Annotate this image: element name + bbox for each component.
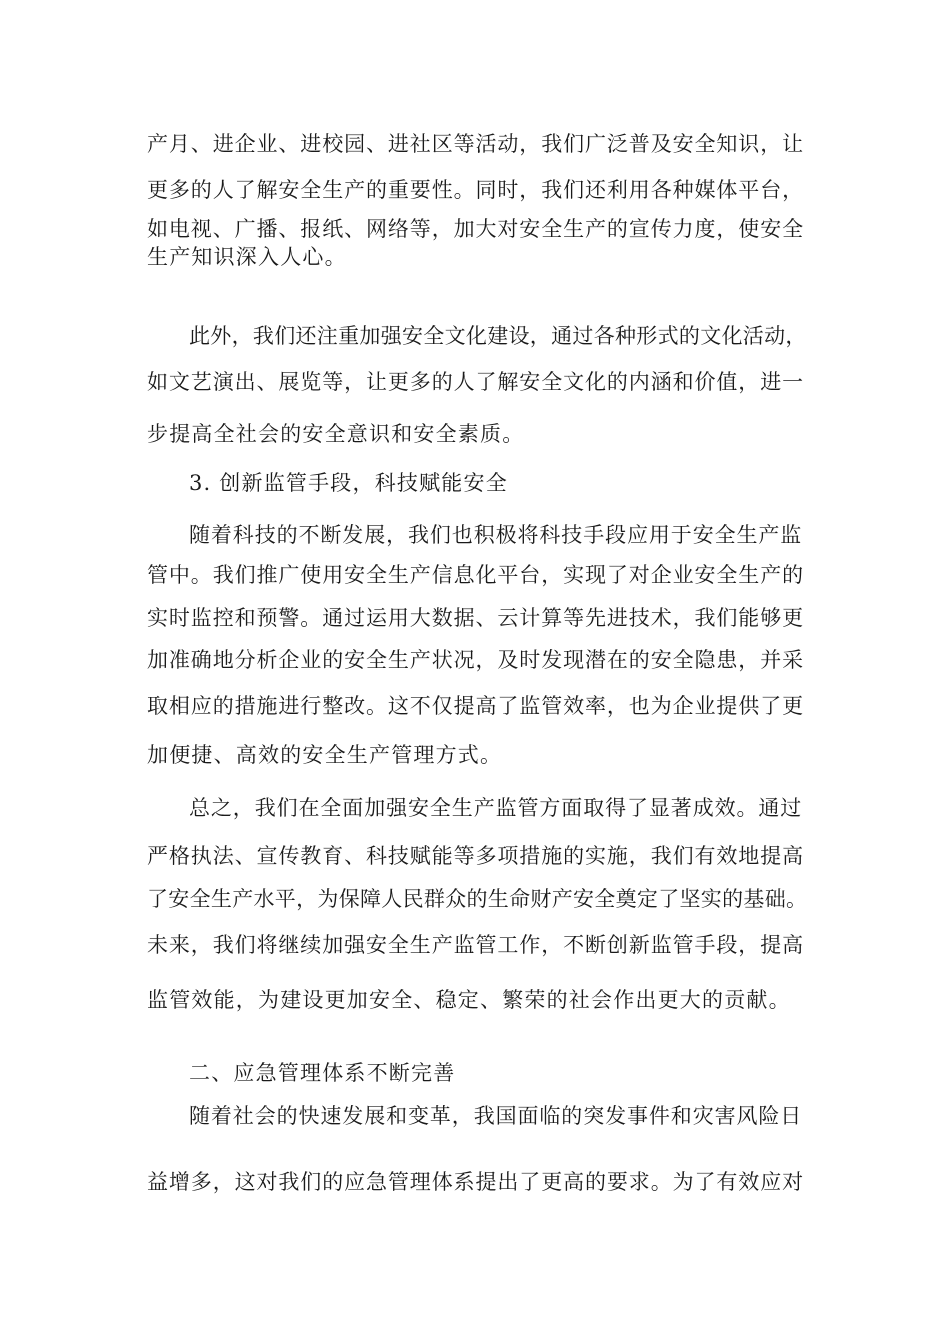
- paragraph-line: 更多的人了解安全生产的重要性。同时，我们还利用各种媒体平台，: [147, 178, 804, 202]
- paragraph-line: 此外，我们还注重加强安全文化建设，通过各种形式的文化活动，: [189, 324, 807, 348]
- section-heading: 3. 创新监管手段，科技赋能安全: [189, 471, 508, 495]
- paragraph-line: 加便捷、高效的安全生产管理方式。: [147, 743, 503, 767]
- paragraph-line: 如文艺演出、展览等，让更多的人了解安全文化的内涵和价值，进一: [147, 370, 804, 394]
- paragraph-line: 管中。我们推广使用安全生产信息化平台，实现了对企业安全生产的: [147, 563, 804, 587]
- section-heading: 二、应急管理体系不断完善: [189, 1061, 456, 1085]
- paragraph-line: 未来，我们将继续加强安全生产监管工作，不断创新监管手段，提高: [147, 933, 804, 957]
- paragraph-line: 实时监控和预警。通过运用大数据、云计算等先进技术，我们能够更: [147, 606, 804, 630]
- paragraph-line: 加准确地分析企业的安全生产状况，及时发现潜在的安全隐患，并采: [147, 648, 804, 672]
- paragraph-line: 随着科技的不断发展，我们也积极将科技手段应用于安全生产监: [189, 523, 803, 547]
- paragraph-line: 生产知识深入人心。: [147, 245, 347, 269]
- paragraph-line: 步提高全社会的安全意识和安全素质。: [147, 422, 525, 446]
- paragraph-line: 产月、进企业、进校园、进社区等活动，我们广泛普及安全知识，让: [147, 132, 804, 156]
- paragraph-line: 益增多，这对我们的应急管理体系提出了更高的要求。为了有效应对: [147, 1170, 804, 1194]
- paragraph-line: 随着社会的快速发展和变革，我国面临的突发事件和灾害风险日: [189, 1104, 803, 1128]
- paragraph-line: 取相应的措施进行整改。这不仅提高了监管效率，也为企业提供了更: [147, 694, 804, 718]
- paragraph-line: 了安全生产水平，为保障人民群众的生命财产安全奠定了坚实的基础。: [147, 887, 808, 911]
- paragraph-line: 总之，我们在全面加强安全生产监管方面取得了显著成效。通过: [189, 796, 803, 820]
- paragraph-line: 如电视、广播、报纸、网络等，加大对安全生产的宣传力度，使安全: [147, 217, 804, 241]
- paragraph-line: 监管效能，为建设更加安全、稳定、繁荣的社会作出更大的贡献。: [147, 988, 791, 1012]
- paragraph-line: 严格执法、宣传教育、科技赋能等多项措施的实施，我们有效地提高: [147, 844, 804, 868]
